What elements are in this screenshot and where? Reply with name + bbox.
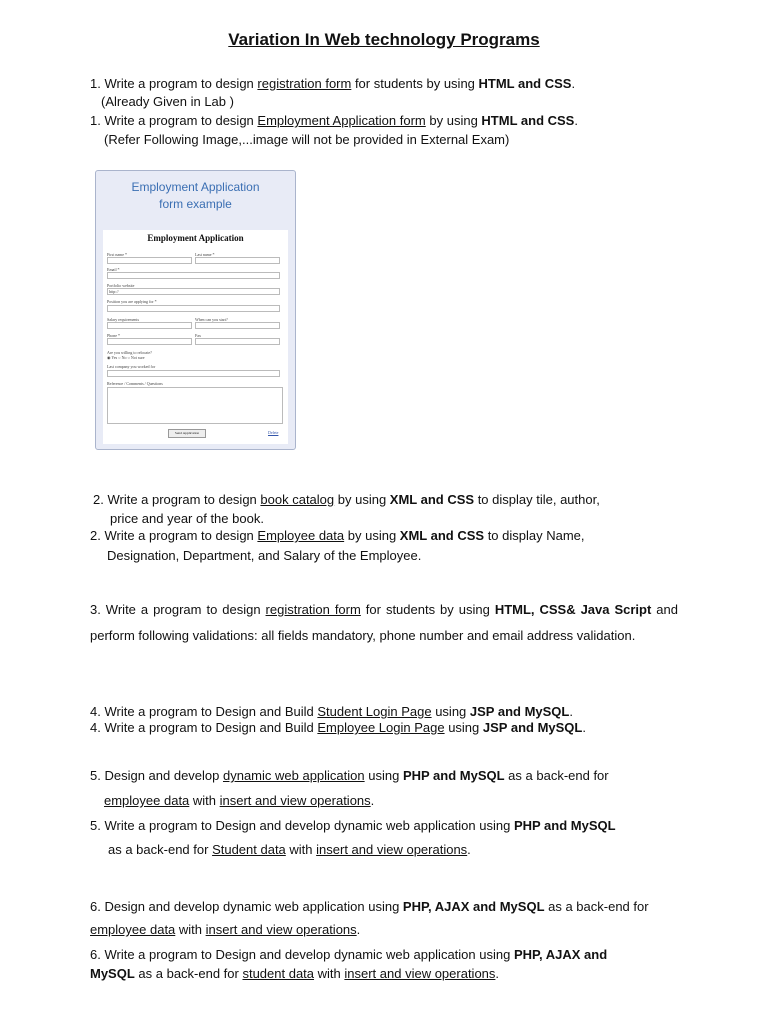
fig-field-start (195, 322, 280, 329)
figure-caption (96, 179, 295, 213)
item-2a (93, 491, 600, 509)
text: 1. Write a program to design (90, 113, 258, 128)
fig-label-last-name: Last name * (195, 252, 215, 257)
item-1b-note: (Refer Following Image,...image will not be provided in External Exam) (104, 132, 510, 147)
item-5a (90, 767, 609, 785)
text: 1. Write a program to design (90, 76, 258, 91)
item-4b (90, 719, 586, 737)
employment-application-image (95, 170, 296, 450)
fig-relocate-options: ◉ Yes ○ No ○ Not sure (107, 355, 145, 360)
text: . (571, 76, 576, 91)
text: as a back-end for (504, 768, 609, 783)
text: 6. Write a program to Design and develop dynamic web application using (90, 947, 514, 962)
text: 5. Write a program to Design and develop dynamic web application using (90, 818, 514, 833)
underlined-text: Employee data (257, 528, 345, 543)
underlined-text: insert and view operations (205, 922, 357, 937)
underlined-text: insert and view operations (219, 793, 371, 808)
item-5b-cont (108, 841, 471, 859)
fig-field-fax (195, 338, 280, 345)
fig-label-first-name: First name * (107, 252, 127, 257)
fig-field-position (107, 305, 280, 312)
item-2a-cont: price and year of the book. (110, 511, 264, 526)
fig-label-relocate: Are you willing to relocate? (107, 350, 152, 355)
fig-field-email (107, 272, 280, 279)
text: . (356, 922, 361, 937)
text: . (495, 966, 500, 981)
text: . (569, 704, 573, 719)
text: using (444, 720, 483, 735)
bold-text: PHP and MySQL (513, 818, 616, 833)
figure-form-title: Employment Application (147, 233, 244, 243)
bold-text: XML and CSS (389, 492, 475, 507)
bold-text: JSP and MySQL (482, 720, 583, 735)
fig-label-phone: Phone * (107, 333, 120, 338)
text: and perform following validations: all fields mandatory, phone number and email address validation. (90, 602, 678, 643)
text: with (314, 966, 345, 981)
underlined-text: Student Login Page (317, 704, 432, 719)
underlined-text: Student data (212, 842, 286, 857)
item-1a (90, 75, 575, 93)
text: as a back-end for (134, 966, 243, 981)
item-5a-cont (104, 792, 374, 810)
text: with (175, 922, 206, 937)
text: 6. Design and develop dynamic web application using (90, 899, 403, 914)
fig-field-first-name (107, 257, 192, 264)
text: with (285, 842, 317, 857)
text: 2. Write a program to design (93, 492, 261, 507)
text: to display Name, (484, 528, 585, 543)
text: . (582, 720, 586, 735)
text: 2. Write a program to design (90, 528, 258, 543)
text: 3. Write a program to design (90, 602, 266, 617)
fig-label-last-company: Last company you worked for (107, 364, 156, 369)
bold-text: PHP, AJAX and MySQL (402, 899, 545, 914)
text: using (431, 704, 470, 719)
item-3 (90, 597, 678, 649)
bold-text: JSP and MySQL (469, 704, 570, 719)
underlined-text: insert and view operations (316, 842, 468, 857)
fig-field-last-name (195, 257, 280, 264)
fig-label-portfolio: Portfolio website (107, 283, 135, 288)
bold-text: HTML and CSS (481, 113, 575, 128)
item-1b (90, 112, 578, 130)
bold-text: HTML and CSS (478, 76, 572, 91)
bold-text: MySQL (90, 966, 135, 981)
underlined-text: book catalog (260, 492, 335, 507)
fig-label-start: When can you start? (195, 317, 228, 322)
page-title: Variation In Web technology Programs (228, 30, 540, 49)
fig-send-button: Send Application (168, 429, 206, 438)
text: . (574, 113, 578, 128)
fig-field-last-company (107, 370, 280, 377)
bold-text: XML and CSS (399, 528, 485, 543)
fig-label-salary: Salary requirements (107, 317, 140, 322)
item-1a-note: (Already Given in Lab ) (101, 94, 234, 109)
text: . (370, 793, 375, 808)
item-2b (90, 527, 585, 545)
fig-portfolio-value: http:// (109, 289, 119, 294)
bold-text: PHP and MySQL (402, 768, 505, 783)
figure-caption-line1: Employment Application (131, 180, 260, 194)
underlined-text: student data (242, 966, 315, 981)
text: with (189, 793, 220, 808)
fig-field-reference (107, 387, 283, 424)
underlined-text: Employee Login Page (317, 720, 445, 735)
item-6b (90, 946, 607, 964)
fig-field-phone (107, 338, 192, 345)
text: . (467, 842, 471, 857)
underlined-text: employee data (90, 922, 176, 937)
text: 5. Design and develop (90, 768, 223, 783)
item-6a-cont (90, 921, 360, 939)
text: to display tile, author, (474, 492, 600, 507)
text: by using (425, 113, 482, 128)
fig-field-salary (107, 322, 192, 329)
figure-caption-line2: form example (159, 197, 232, 211)
item-2b-cont: Designation, Department, and Salary of the Employee. (107, 548, 422, 563)
underlined-text: registration form (265, 602, 361, 617)
underlined-text: insert and view operations (344, 966, 496, 981)
text: 4. Write a program to Design and Build (90, 720, 318, 735)
figure-form (103, 230, 288, 444)
bold-text: PHP, AJAX and (513, 947, 608, 962)
fig-label-fax: Fax (195, 333, 201, 338)
fig-label-email: Email * (107, 267, 120, 272)
underlined-text: Employment Application form (257, 113, 426, 128)
item-5b (90, 817, 616, 835)
text: using (364, 768, 403, 783)
fig-label-position: Position you are applying for * (107, 299, 157, 304)
underlined-text: employee data (104, 793, 190, 808)
item-6a (90, 898, 649, 916)
item-6b-cont (90, 965, 499, 983)
text: for students by using (351, 76, 479, 91)
text: as a back-end for (544, 899, 649, 914)
text: for students by using (360, 602, 495, 617)
text: by using (344, 528, 400, 543)
fig-delete-link: Delete (268, 430, 279, 435)
underlined-text: dynamic web application (222, 768, 365, 783)
text: as a back-end for (108, 842, 213, 857)
bold-text: HTML, CSS& Java Script (494, 602, 652, 617)
text: 4. Write a program to Design and Build (90, 704, 318, 719)
fig-field-portfolio (107, 288, 280, 295)
fig-label-reference: Reference / Comments / Questions (107, 381, 163, 386)
text: by using (334, 492, 390, 507)
underlined-text: registration form (257, 76, 352, 91)
